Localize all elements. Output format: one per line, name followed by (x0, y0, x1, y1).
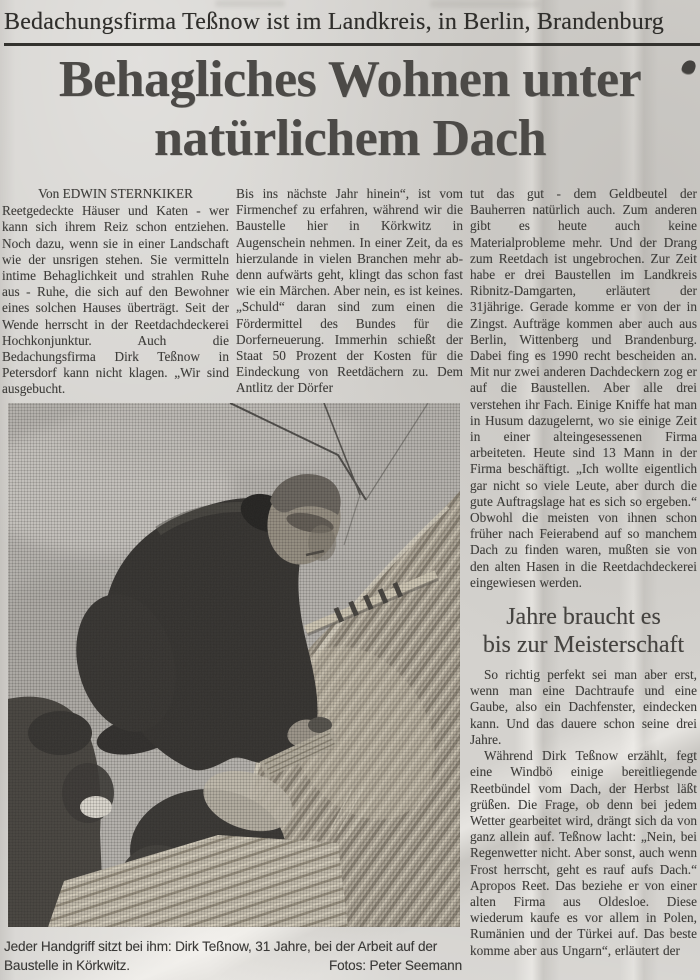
thatcher-photo-illustration (8, 403, 460, 927)
column-1 (2, 186, 229, 402)
print-bleed-mark (430, 0, 540, 8)
column-2 (236, 186, 463, 402)
byline: Von EDWIN STERNKIKER (38, 186, 193, 201)
paragraph-col3-part3: Während Dirk Teßnow erzählt, fegt eine Windbö einige bereitliegende Reetbündel vom Dach, der Herbst läßt grüßen. Die Frage, ob denn bei jedem Wetter gearbeitet wird, drängt sich da von ganz allein auf. Teßnow lacht: „Nein, bei Regenwetter nicht. Aber sonst, auch wenn Frost herrscht, geht es rauf aufs Dach.“ Apropos Reet. Das beziehe er von einer alten Firma aus Oldesloe. Diese wiederum kaufe es vor allem in Polen, Rumänien und der Türkei auf. Das beste komme aber aus Ungarn“, erläutert der (470, 748, 697, 958)
paragraph-col1: Reetgedeckte Häuser und Katen - wer kann sich ihrem Reiz schon entziehen. Noch dazu, wenn sie in einer Landschaft wie der unsrigen stehen. Sie vermitteln intime Behaglichkeit und strahlen Ruhe aus - Ruhe, die sich auf den Bewohner eines solchen Hauses überträgt. Seit der Wende herrscht in der Reetdachdeckerei Hochkonjunktur. Auch die Bedachungsfirma Dirk Teßnow in Petersdorf kann nicht klagen. „Wir sind ausgebucht. (2, 203, 229, 397)
paragraph-col3-part1: tut das gut - dem Geldbeutel der Bauherren natürlich auch. Zum anderen gibt es heute auch keine Materialprobleme mehr. Und der Drang zum Reetdach ist ungebrochen. Zur Zeit habe er drei Baustellen im Landkreis Ribnitz-Damgarten, erläutert der 31jährige. Gerade komme er von der in Zingst. Aufträge kommen aber auch aus Berlin, Wittenberg und Brandenburg. Dabei fing es 1990 recht bescheiden an. Mit nur zwei anderen Dachdeckern zog er auf die Baustellen. Aber alle drei verstehen ihr Fach. Einige Kniffe hat man in Husum dazugelernt, wo sie einige Zeit in einer alteingesessenen Firma arbeiteten. Heute sind 13 Mann in der Firma beschäftigt. „Ich wollte eigentlich gar nicht so viele Leute, aber durch die gute Auftragslage hat es sich so ergeben.“ Obwohl die meisten von ihnen schon früher nach Feierabend auf so manchem Dach zu finden waren, mußten sie von den alten Hasen in die Reetdachdeckerei eingewiesen werden. (470, 186, 697, 590)
main-headline: Behagliches Wohnen unter natürlichem Dach (58, 51, 642, 167)
photo-caption (4, 938, 462, 975)
photo-region (2, 403, 463, 927)
kicker-headline: Bedachungsfirma Teßnow ist im Landkreis, in Berlin, Brandenburg (4, 4, 700, 46)
photo-credit: Fotos: Peter Seemann (328, 957, 462, 973)
section-subhead (470, 603, 697, 659)
print-bleed-mark (215, 0, 285, 7)
subhead-line-2: bis zur Meisterschaft (482, 632, 685, 659)
subhead-line-1: Jahre braucht es (506, 604, 661, 631)
paragraph-col3-part2: So richtig perfekt sei man aber erst, wenn man eine Dachtraufe und eine Gaube, also ein Dachfenster, eindecken kann. Und das dauere schon seine drei Jahre. (470, 667, 697, 747)
caption-text: Jeder Handgriff sitzt bei ihm: Dirk Teßnow, 31 Jahre, bei der Arbeit auf der Baustelle in Körkwitz. (4, 939, 438, 973)
article-body (2, 186, 698, 975)
paragraph-col2: Bis ins nächste Jahr hinein“, ist vom Firmenchef zu erfahren, während wir die Baustelle hier in Körkwitz in Augenschein nehmen. In einer Zeit, da es hierzulande in vielen Branchen mehr ab- denn aufwärts geht, klingt das schon fast wie ein Märchen. Aber nein, es ist keines. „Schuld“ daran sind zum einen die Fördermittel des Bundes für die Dorferneuerung. Immerhin schießt der Staat 50 Prozent der Kosten für die Eindeckung von Reetdächern zu. Dem Antlitz der Dörfer (236, 186, 463, 396)
column-3 (470, 186, 697, 975)
thatcher-photo (8, 403, 460, 927)
